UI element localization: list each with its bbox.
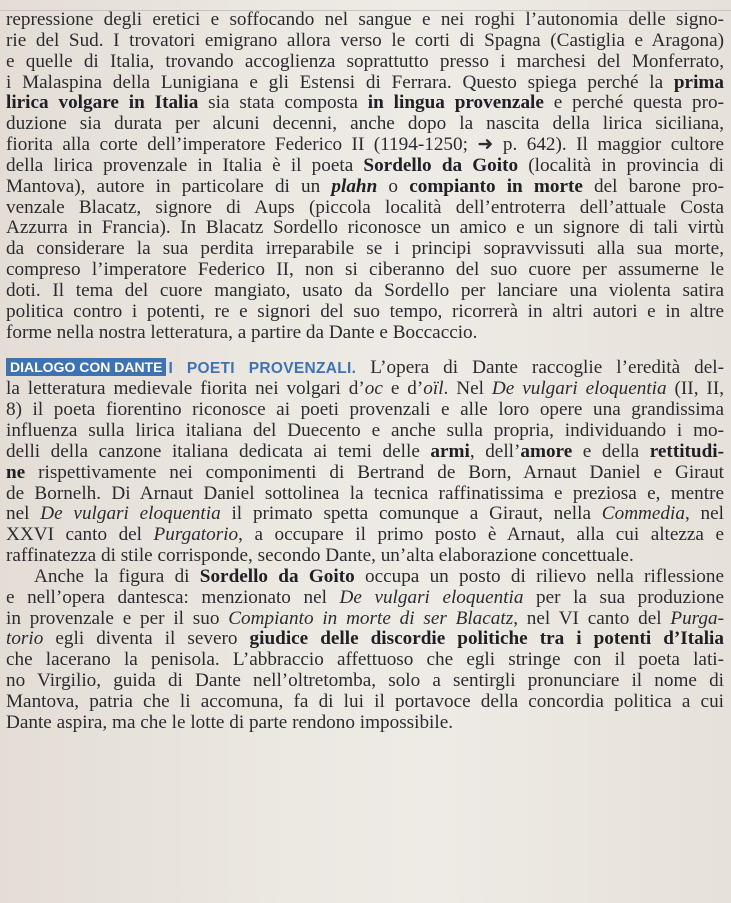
text-line: politica contro i potenti, re e signori del suo tempo, ricorrerà in altri autori e in altre (6, 300, 724, 322)
text-line: della lirica provenzale in Italia è il poeta Sordello da Goito (località in provincia di (6, 154, 725, 176)
bold-term: compianto in morte (409, 175, 583, 197)
work-title: Compianto in morte di ser Blacatz (228, 607, 514, 629)
bold-term: Sordello da Goito (363, 154, 519, 176)
bold-term: armi (430, 440, 470, 462)
work-title: Commedia (601, 503, 685, 525)
text-line: venzale Blacatz, signore di Aups (piccola località dell’entroterra dell’attuale Costa (6, 196, 724, 218)
paragraph-trovatori (6, 10, 724, 344)
text-line: rie del Sud. I trovatori emigrano allora verso le corti di Spagna (Castiglia e Aragona) (6, 29, 724, 51)
text-line: Mantova), autore in particolare di un plahn o compianto in morte del barone pro- (6, 175, 724, 197)
text-line: XXVI canto del Purgatorio, a occupare il primo posto è Arnaut, alla cui altezza e (6, 524, 724, 546)
work-title: Purga- (670, 607, 724, 629)
bold-term: rettitudi- (649, 440, 724, 462)
section-title: I POETI PROVENZALI. (168, 359, 357, 377)
paragraph-gap (6, 344, 724, 358)
text-line: fiorita alla corte dell’imperatore Federico II (1194-1250; ➜ p. 642). Il maggior cultore (6, 134, 724, 156)
work-title: Purgatorio (153, 524, 239, 546)
bold-italic-term: plahn (331, 175, 378, 197)
work-title: torio (6, 628, 44, 650)
bold-term: Sordello da Goito (199, 565, 355, 587)
text-line: duzione sia durata per alcuni decenni, anche dopo la nascita della lirica siciliana, (6, 113, 724, 135)
text-line: no Virgilio, guida di Dante nell’oltretomba, solo a sentirgli pronunciare il nome di (6, 670, 724, 692)
text-line: Azzurra in Francia). In Blacatz Sordello riconosce un amico e un signore di tali virtù (6, 217, 724, 239)
text-line: de Bornelh. Di Arnaut Daniel sottolinea la tecnica raffinatissima e preziosa e, mentre (6, 482, 724, 504)
text-line: la letteratura medievale fiorita nei volgari d’oc e d’oïl. Nel De vulgari eloquentia (II, II, (6, 378, 725, 400)
text-line: compreso l’imperatore Federico II, non si ciberanno del suo cuore per assumerne le (6, 259, 724, 281)
text-line: DIALOGO CON DANTE I POETI PROVENZALI. L’opera di Dante raccoglie l’eredità del- (6, 358, 724, 380)
text-line: da considerare la sua perdita irreparabile se i principi sopravvissuti alla sua morte, (6, 238, 724, 260)
text-line: Mantova, patria che li accomuna, fa di lui il portavoce della concordia politica a cui (6, 691, 724, 712)
text-line: lirica volgare in Italia sia stata composta in lingua provenzale e perché questa pro- (6, 92, 724, 114)
text-line: che lacerano la penisola. L’abbraccio affettuoso che egli stringe con il poeta lati- (6, 649, 724, 671)
section-dialogo-con-dante (6, 358, 724, 567)
text-line: e nell’opera dantesca: menzionato nel De vulgari eloquentia per la sua produzione (6, 586, 724, 608)
paragraph-sordello (6, 567, 724, 734)
bold-term: ne (6, 461, 26, 483)
text-line: ne rispettivamente nei componimenti di Bertrand de Born, Arnaut Daniel e Giraut (6, 461, 724, 483)
section-badge: DIALOGO CON DANTE (6, 358, 166, 376)
text-line: doti. Il tema del cuore mangiato, usato da Sordello per lanciare una violenta satira (6, 279, 724, 301)
text-line: torio egli diventa il severo giudice delle discordie politiche tra i potenti d’Italia (6, 628, 724, 650)
bold-term: lirica volgare in Italia (6, 92, 199, 114)
text-line: Anche la figura di Sordello da Goito occupa un posto di rilievo nella riflessione (34, 565, 724, 587)
work-title: De vulgari eloquentia (339, 586, 524, 608)
page-text (6, 10, 724, 734)
text-line: e quelle di Italia, trovando accoglienza soprattutto presso i marchesi del Monferrato, (6, 50, 724, 72)
text-line: forme nella nostra letteratura, a partire da Dante e Boccaccio. (6, 321, 478, 343)
text-line: influenza sulla lirica italiana del Duecento e anche sulla propria, individuando i mo- (6, 420, 724, 442)
bold-term: prima (673, 71, 724, 93)
text-line: in provenzale e per il suo Compianto in morte di ser Blacatz, nel VI canto del Purga- (6, 607, 724, 629)
text-line: i Malaspina della Lunigiana e gli Estensi di Ferrara. Questo spiega perché la prima (6, 71, 724, 93)
work-title: De vulgari eloquentia (40, 503, 221, 525)
work-title: De vulgari eloquentia (491, 378, 667, 400)
text-line: raffinatezza di stile corrisponde, secondo Dante, un’alta elaborazione concettuale. (6, 545, 634, 567)
text-line: 8) il poeta fiorentino riconosce ai poeti provenzali e alle loro opere una grandissima (6, 399, 724, 421)
text-line: delli della canzone italiana dedicata ai temi delle armi, dell’amore e della rettitudi- (6, 440, 724, 462)
text-line: nel De vulgari eloquentia il primato spetta comunque a Giraut, nella Commedia, nel (6, 503, 724, 525)
text-line: repressione degli eretici e soffocando nel sangue e nei roghi l’autonomia delle signo- (6, 9, 724, 30)
text-line: Dante aspira, ma che le lotte di parte rendono impossibile. (6, 711, 454, 733)
bold-term: amore (520, 440, 573, 462)
bold-term: giudice delle discordie politiche tra i potenti d’Italia (249, 628, 724, 650)
bold-term: in lingua provenzale (367, 92, 544, 114)
